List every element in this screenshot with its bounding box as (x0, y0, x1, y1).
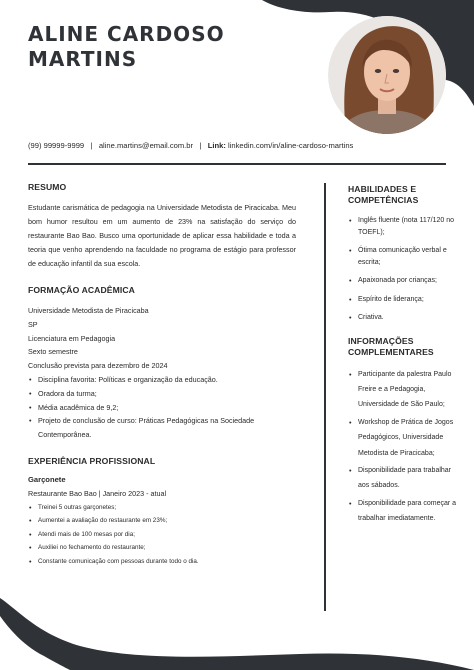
header-divider (28, 163, 446, 165)
job-title: Garçonete (28, 474, 66, 484)
portrait-image (328, 16, 446, 134)
candidate-name (28, 22, 258, 72)
side-column (348, 184, 460, 537)
summary-heading: RESUMO (28, 182, 67, 192)
skills-section (348, 184, 460, 324)
name-line-1: ALINE CARDOSO (28, 22, 225, 46)
list-item: • Média acadêmica de 9,2; (28, 401, 296, 415)
education-line: Sexto semestre (28, 347, 78, 357)
contact-line (28, 141, 448, 150)
list-item: • Disponibilidade para trabalhar aos sábados. (348, 463, 460, 494)
list-item: • Disponibilidade para começar a trabalhar imediatamente. (348, 496, 460, 527)
additional-info-section (348, 336, 460, 527)
link-label: Link: (207, 141, 226, 150)
list-item: • Espírito de liderança; (348, 294, 460, 306)
list-item: • Projeto de conclusão de curso: Práticas Pedagógicas na Sociedade Contemporânea. (28, 414, 296, 442)
additional-info-bullets (348, 367, 460, 527)
footer-decorative-shape (0, 590, 474, 670)
education-line: Licenciatura em Pedagogia (28, 333, 116, 343)
email-address[interactable]: aline.martins@email.com.br (98, 141, 194, 150)
education-line: Conclusão prevista para dezembro de 2024 (28, 361, 168, 371)
experience-heading: EXPERIÊNCIA PROFISSIONAL (28, 455, 156, 466)
phone-number: (99) 99999-9999 (28, 141, 85, 150)
experience-section (28, 456, 296, 568)
list-item: • Participante da palestra Paulo Freire e a Pedagogia, Universidade de São Paulo; (348, 367, 460, 413)
list-item: • Aumentei a avaliação do restaurante em 23%; (28, 514, 296, 528)
list-item: • Treinei 5 outras garçonetes; (28, 501, 296, 515)
skills-heading-line-1: HABILIDADES E (348, 184, 417, 194)
list-item: • Oradora da turma; (28, 387, 296, 401)
list-item: • Auxiliei no fechamento do restaurante; (28, 541, 296, 555)
list-item: • Constante comunicação com pessoas durante todo o dia. (28, 555, 296, 569)
list-item: • Inglês fluente (nota 117/120 no TOEFL); (348, 215, 460, 238)
list-item: • Apaixonada por crianças; (348, 275, 460, 287)
list-item: • Atendi mais de 100 mesas por dia; (28, 528, 296, 542)
skills-heading (348, 184, 460, 206)
education-line: Universidade Metodista de Piracicaba (28, 306, 149, 315)
education-heading: FORMAÇÃO ACADÊMICA (28, 285, 135, 295)
name-line-2: MARTINS (28, 47, 138, 71)
education-bullets (28, 373, 296, 442)
profile-photo (328, 16, 446, 134)
additional-info-heading-line-2: COMPLEMENTARES (348, 346, 434, 357)
column-divider (324, 183, 326, 611)
list-item: • Ótima comunicação verbal e escrita; (348, 245, 460, 268)
list-item: • Criativa. (348, 312, 460, 324)
experience-bullets (28, 501, 296, 569)
list-item: • Workshop de Prática de Jogos Pedagógicos, Universidade Metodista de Piracicaba; (348, 415, 460, 461)
contact-separator: | (86, 141, 97, 150)
skills-heading-line-2: COMPETÊNCIAS (348, 195, 419, 205)
additional-info-heading (348, 336, 460, 358)
education-section (28, 285, 296, 442)
main-column (28, 182, 296, 578)
additional-info-heading-line-1: INFORMAÇÕES (348, 335, 414, 346)
education-line: SP (28, 319, 38, 329)
linkedin-link[interactable]: linkedin.com/in/aline-cardoso-martins (228, 141, 354, 150)
list-item: • Disciplina favorita: Políticas e organização da educação. (28, 373, 296, 387)
summary-text: Estudante carismática de pedagogia na Universidade Metodista de Piracicaba. Meu bom humor resultou em um aumento de 23% na satisfação do serviço do restaurante Bao Bao. Busco uma oportunidade de aplicar essa habilidade e toda a teoria que venho aprendendo na faculdade no programa de estágio para professor de educação infantil da sua escola. (28, 203, 296, 268)
job-info: Restaurante Bao Bao | Janeiro 2023 - atual (28, 488, 167, 498)
summary-section (28, 182, 296, 271)
skills-bullets (348, 215, 460, 324)
contact-separator: | (195, 141, 206, 150)
